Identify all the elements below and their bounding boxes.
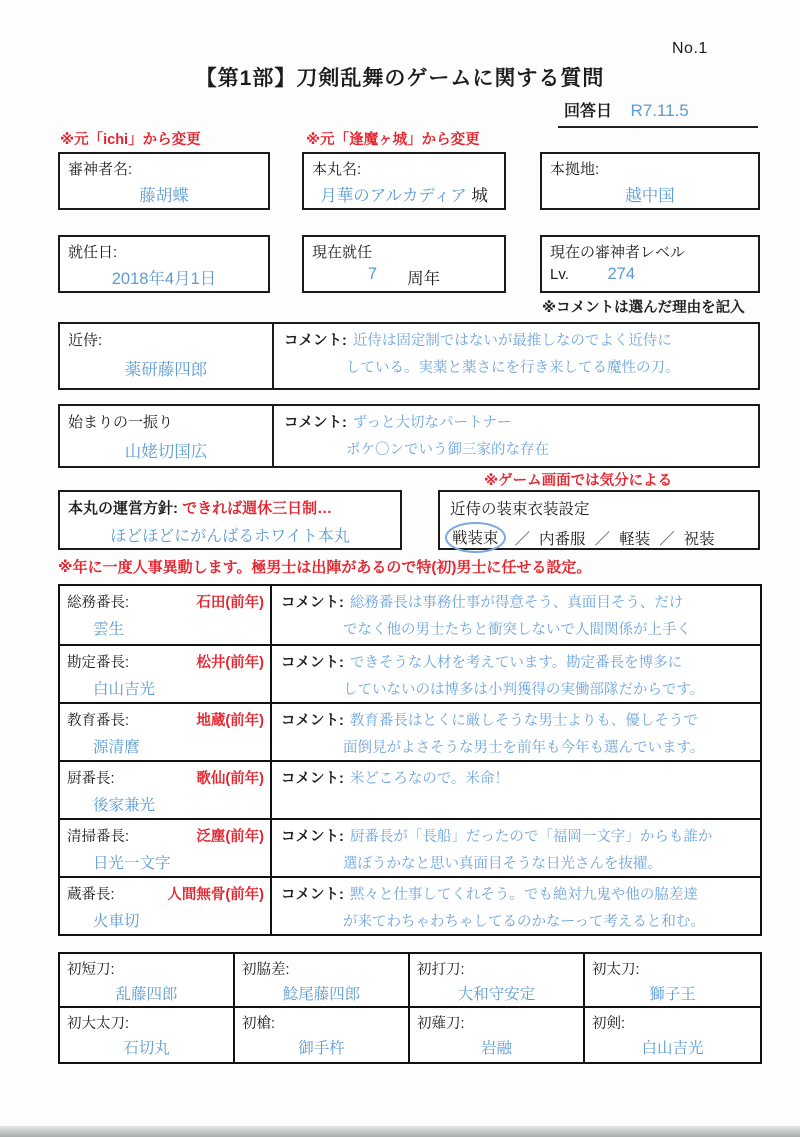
form-title: 【第1部】刀剣乱舞のゲームに関する質問 bbox=[195, 67, 605, 90]
outfit-option-keisou: 軽装 bbox=[619, 530, 651, 548]
bancho-comment-text2: が来てわちゃわちゃしてるのかなーって考えると和む。 bbox=[343, 914, 705, 930]
kinji-section bbox=[58, 322, 760, 390]
outfit-option-uchiban: 内番服 bbox=[539, 530, 586, 548]
bancho-role-cell bbox=[60, 646, 272, 702]
saniwa-name-value: 藤胡蝶 bbox=[139, 187, 189, 205]
saniwa-level-prefix: Lv. bbox=[550, 266, 569, 283]
first-sword-value: 岩融 bbox=[480, 1040, 512, 1057]
table-row bbox=[60, 760, 760, 818]
bancho-comment-text2: していないのは博多は小判獲得の実働部隊だからです。 bbox=[343, 682, 705, 698]
starter-sword-cell bbox=[60, 406, 274, 466]
bancho-name-value: 源清麿 bbox=[93, 739, 140, 756]
bancho-role-label: 勘定番長: bbox=[67, 655, 130, 671]
honmaru-policy-blue-value: ほどほどにがんばるホワイト本丸 bbox=[110, 528, 350, 545]
first-sword-label: 初大太刀: bbox=[67, 1016, 130, 1032]
tenure-suffix: 周年 bbox=[407, 270, 441, 288]
honmaru-name-label: 本丸名: bbox=[312, 161, 362, 178]
bancho-name-value: 雲生 bbox=[93, 621, 125, 638]
kinji-name-cell bbox=[60, 324, 274, 388]
bancho-name-value: 後家兼光 bbox=[93, 797, 156, 814]
honmaru-policy-line1 bbox=[68, 497, 392, 518]
outfit-separator-2: ／ bbox=[594, 530, 611, 548]
first-sword-label: 初打刀: bbox=[417, 962, 465, 978]
table-row bbox=[60, 644, 760, 702]
kinji-outfit-options bbox=[450, 522, 748, 553]
appointment-date-box bbox=[58, 235, 270, 293]
table-row bbox=[60, 876, 760, 934]
kinji-outfit-title: 近侍の装束衣装設定 bbox=[450, 501, 590, 518]
bancho-comment-cell bbox=[272, 820, 760, 876]
starter-sword-value: 山姥切国広 bbox=[124, 443, 208, 461]
bancho-role-cell bbox=[60, 762, 272, 818]
honmaru-policy-label: 本丸の運営方針: bbox=[68, 500, 178, 517]
bancho-comment-label: コメント: bbox=[281, 829, 344, 845]
first-swords-grid bbox=[58, 952, 762, 1064]
first-sword-value: 白山吉光 bbox=[641, 1040, 704, 1057]
first-sword-value: 鯰尾藤四郎 bbox=[282, 986, 361, 1003]
bancho-previous-value: 人間無骨(前年) bbox=[167, 887, 264, 903]
bancho-comment-text1: 米どころなので。米命！ bbox=[349, 771, 510, 787]
kinji-comment-text2: している。実薬と薬さにを行き来してる魔性の刀。 bbox=[346, 360, 680, 376]
bancho-comment-text1: できそうな人材を考えています。勘定番長を博多に bbox=[349, 655, 683, 671]
bancho-role-cell bbox=[60, 704, 272, 760]
first-sword-cell bbox=[60, 954, 235, 1008]
saniwa-level-value: 274 bbox=[607, 265, 636, 283]
kinji-outfit-box bbox=[438, 490, 760, 550]
first-sword-cell bbox=[410, 1008, 585, 1062]
bancho-comment-cell bbox=[272, 704, 760, 760]
saniwa-name-label: 審神者名: bbox=[68, 161, 133, 178]
bancho-previous-value: 松井(前年) bbox=[196, 655, 264, 671]
kinji-comment-text1: 近侍は固定制ではないが最推しなのでよく近侍に bbox=[352, 333, 672, 349]
table-row bbox=[60, 702, 760, 760]
first-sword-cell bbox=[235, 954, 410, 1008]
bancho-previous-value: 歌仙(前年) bbox=[196, 771, 264, 787]
first-sword-label: 初槍: bbox=[242, 1016, 276, 1032]
bancho-table bbox=[58, 584, 762, 936]
answer-date-value: R7.11.5 bbox=[630, 101, 689, 120]
saniwa-name-box bbox=[58, 152, 270, 210]
tenure-label: 現在就任 bbox=[312, 244, 373, 261]
note-honmaru-name-change: ※元「逢魔ヶ城」から変更 bbox=[306, 132, 480, 148]
first-sword-value: 御手杵 bbox=[298, 1040, 345, 1057]
note-staffing-rotation: ※年に一度人事異動します。極男士は出陣があるので特(初)男士に任せる設定。 bbox=[58, 559, 592, 576]
home-base-label: 本拠地: bbox=[550, 161, 600, 178]
outfit-separator-1: ／ bbox=[514, 530, 531, 548]
bancho-previous-value: 地蔵(前年) bbox=[196, 713, 264, 729]
note-saniwa-name-change: ※元「ichi」から変更 bbox=[60, 132, 201, 148]
bancho-comment-cell bbox=[272, 878, 760, 934]
honmaru-policy-red-value: できれば週休三日制… bbox=[182, 500, 333, 517]
appointment-date-label: 就任日: bbox=[68, 244, 118, 261]
honmaru-name-line bbox=[312, 182, 496, 206]
bancho-comment-label: コメント: bbox=[281, 771, 344, 787]
bancho-comment-text2: 面倒見がよさそうな男士を前年も今年も選んでいます。 bbox=[343, 740, 705, 756]
tenure-line bbox=[312, 265, 496, 289]
page-number: No.1 bbox=[672, 40, 708, 57]
bancho-role-label: 総務番長: bbox=[67, 595, 130, 611]
first-sword-cell bbox=[410, 954, 585, 1008]
bancho-comment-label: コメント: bbox=[281, 713, 344, 729]
starter-sword-comment-line1 bbox=[284, 411, 748, 432]
saniwa-level-box bbox=[540, 235, 760, 293]
home-base-box bbox=[540, 152, 760, 210]
bancho-comment-cell bbox=[272, 586, 760, 644]
bancho-name-value: 白山吉光 bbox=[93, 681, 156, 698]
starter-sword-label: 始まりの一振り bbox=[68, 414, 174, 431]
bancho-comment-label: コメント: bbox=[281, 887, 344, 903]
bancho-role-label: 教育番長: bbox=[67, 713, 130, 729]
first-sword-label: 初薙刀: bbox=[417, 1016, 465, 1032]
scan-edge-shadow bbox=[0, 1126, 800, 1137]
table-row bbox=[60, 818, 760, 876]
bancho-comment-text1: 教育番長はとくに厳しそうな男士よりも、優しそうで bbox=[349, 713, 698, 729]
bancho-comment-text1: 黙々と仕事してくれそう。でも絶対九鬼や他の脇差達 bbox=[349, 887, 698, 903]
bancho-role-cell bbox=[60, 586, 272, 644]
first-sword-value: 獅子王 bbox=[649, 986, 696, 1003]
bancho-comment-text1: 総務番長は事務仕事が得意そう、真面目そう、だけ bbox=[349, 595, 684, 611]
kinji-comment-label: コメント: bbox=[284, 333, 347, 349]
first-sword-label: 初剣: bbox=[592, 1016, 626, 1032]
note-comment-instruction: ※コメントは選んだ理由を記入 bbox=[542, 300, 745, 316]
starter-sword-section bbox=[58, 404, 760, 468]
outfit-option-shukusou: 祝装 bbox=[683, 530, 715, 548]
starter-sword-comment-label: コメント: bbox=[284, 415, 347, 431]
bancho-previous-value: 石田(前年) bbox=[196, 595, 264, 611]
first-sword-value: 大和守安定 bbox=[457, 986, 536, 1003]
bancho-role-label: 蔵番長: bbox=[67, 887, 115, 903]
starter-sword-comment-text2: ポケ〇ンでいう御三家的な存在 bbox=[346, 442, 549, 458]
bancho-comment-text1: 厨番長が「長船」だったので「福岡一文字」からも誰か bbox=[349, 829, 713, 845]
kinji-comment-line1 bbox=[284, 329, 748, 350]
bancho-comment-cell bbox=[272, 646, 760, 702]
selected-outfit-circle bbox=[445, 522, 506, 553]
honmaru-name-value: 月華のアルカディア bbox=[320, 187, 467, 205]
first-sword-cell bbox=[235, 1008, 410, 1062]
first-sword-cell bbox=[60, 1008, 235, 1062]
kinji-comment-cell bbox=[274, 324, 758, 388]
bancho-comment-label: コメント: bbox=[281, 595, 344, 611]
tenure-value: 7 bbox=[367, 265, 378, 283]
honmaru-name-box bbox=[302, 152, 506, 210]
starter-sword-comment-cell bbox=[274, 406, 758, 466]
saniwa-level-line bbox=[550, 265, 750, 284]
bancho-name-value: 火車切 bbox=[93, 913, 140, 930]
first-sword-cell bbox=[585, 1008, 760, 1062]
starter-sword-comment-text1: ずっと大切なパートナー bbox=[352, 415, 512, 431]
bancho-role-cell bbox=[60, 820, 272, 876]
honmaru-name-suffix: 城 bbox=[471, 187, 488, 205]
first-sword-value: 石切丸 bbox=[123, 1040, 170, 1057]
outfit-separator-3: ／ bbox=[659, 530, 675, 548]
answer-date-label: 回答日 bbox=[564, 103, 613, 120]
bancho-comment-text2: でなく他の男士たちと衝突しないで人間関係が上手く bbox=[343, 622, 691, 638]
first-sword-label: 初太刀: bbox=[592, 962, 640, 978]
saniwa-level-label: 現在の審神者レベル bbox=[550, 244, 686, 261]
answer-date bbox=[558, 96, 758, 128]
bancho-comment-cell bbox=[272, 762, 760, 818]
bancho-role-label: 厨番長: bbox=[67, 771, 115, 787]
bancho-role-cell bbox=[60, 878, 272, 934]
appointment-date-value: 2018年4月1日 bbox=[111, 270, 217, 288]
outfit-option-sensoku: 戦装束 bbox=[452, 530, 499, 547]
bancho-previous-value: 泛塵(前年) bbox=[196, 829, 264, 845]
kinji-value: 薬研藤四郎 bbox=[124, 361, 208, 379]
first-sword-value: 乱藤四郎 bbox=[115, 986, 178, 1003]
table-row bbox=[60, 586, 760, 644]
kinji-label: 近侍: bbox=[68, 332, 103, 349]
tenure-box bbox=[302, 235, 506, 293]
bancho-name-value: 日光一文字 bbox=[93, 855, 171, 872]
bancho-comment-label: コメント: bbox=[281, 655, 344, 671]
bancho-role-label: 清掃番長: bbox=[67, 829, 130, 845]
honmaru-policy-box bbox=[58, 490, 402, 550]
note-outfit-mood: ※ゲーム画面では気分による bbox=[484, 473, 673, 489]
first-sword-label: 初短刀: bbox=[67, 962, 115, 978]
first-sword-label: 初脇差: bbox=[242, 962, 290, 978]
bancho-comment-text2: 選ぼうかなと思い真面目そうな日光さんを抜擢。 bbox=[343, 856, 662, 872]
first-sword-cell bbox=[585, 954, 760, 1008]
home-base-value: 越中国 bbox=[625, 187, 675, 205]
